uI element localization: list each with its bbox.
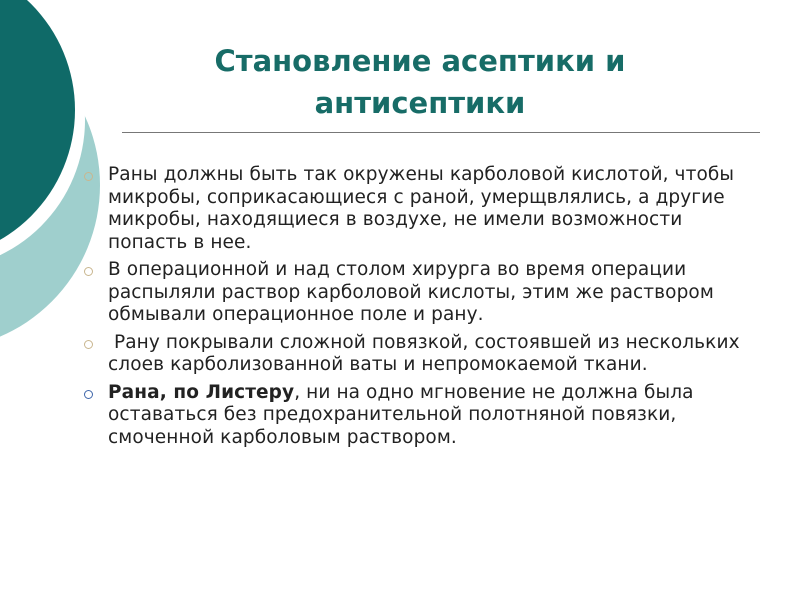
ring-bullet-icon xyxy=(84,340,93,349)
bullet-list xyxy=(82,164,762,454)
slide-title: Становление асептики и антисептики xyxy=(214,44,626,120)
ring-bullet-icon xyxy=(84,390,93,399)
ring-bullet-icon xyxy=(84,172,93,181)
ring-bullet-icon xyxy=(84,267,93,276)
bullet-lead-text: Рана, по Листеру xyxy=(108,381,295,403)
bullet-item xyxy=(82,259,762,327)
bullet-text: Раны должны быть так окружены карболовой кислотой, чтобы микробы, соприкасающиеся с раной, умерщвлялись, а другие микробы, находящиеся в воздухе, не имели возможности попасть в нее. xyxy=(108,164,735,253)
title-divider xyxy=(122,132,760,133)
bullet-item xyxy=(82,382,762,450)
bullet-item xyxy=(82,332,762,377)
bullet-text: Рану покрывали сложной повязкой, состоявшей из нескольких слоев карболизованной ваты и непромокаемой ткани. xyxy=(108,331,746,375)
bullet-text: , ни на одно мгновение не должна была оставаться без предохранительной полотняной повязки, смоченной карболовым раствором. xyxy=(108,381,694,448)
bullet-item xyxy=(82,164,762,254)
bullet-text: В операционной и над столом хирурга во время операции распыляли раствор карболовой кислоты, этим же раствором обмывали операционное поле и рану. xyxy=(108,259,714,325)
